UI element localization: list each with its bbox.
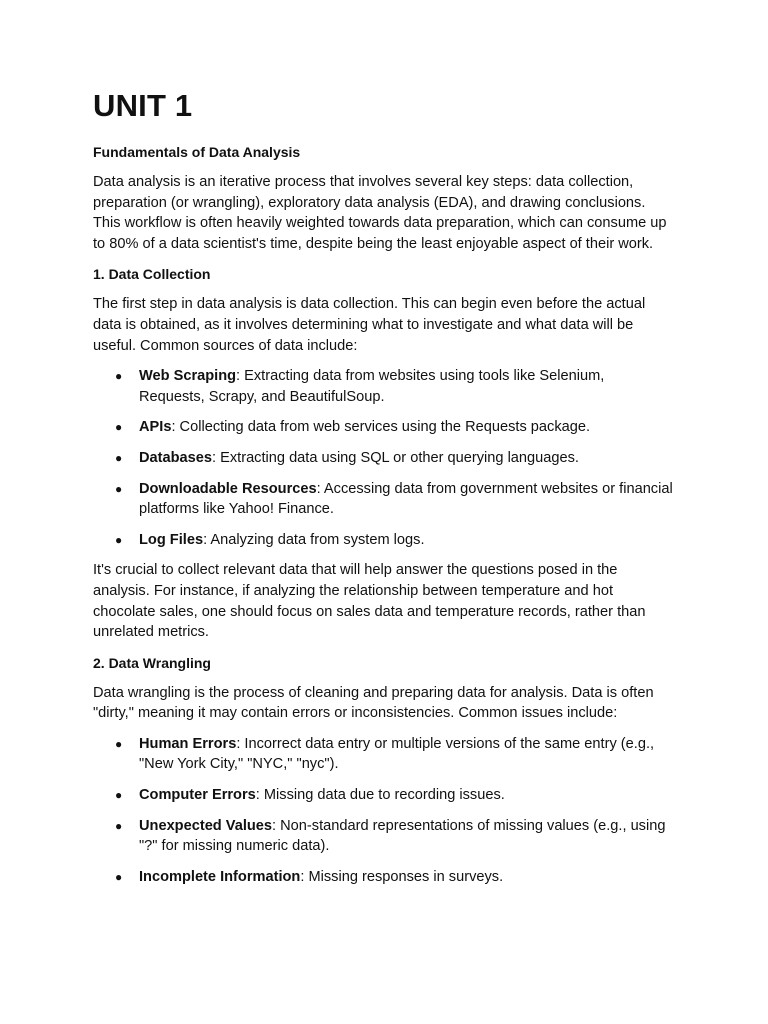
bullet-icon: ●: [115, 420, 123, 435]
section-closing-paragraph: It's crucial to collect relevant data that will help answer the questions posed in the analysis. For instance, if analyzing the relationship between temperature and hot chocolate sales, one should focus on sales data and temperature records, rather than unrelated metrics.: [93, 562, 646, 641]
list-item-term: Computer Errors: [139, 787, 256, 804]
list-item-text: : Non-standard representations of missing values (e.g., using "?" for missing numeric data).: [139, 817, 666, 855]
list-item: [93, 366, 673, 407]
list-item: [93, 734, 673, 775]
document-subtitle: Fundamentals of Data Analysis: [93, 144, 301, 160]
list-item: [93, 479, 673, 520]
list-item-term: Databases: [139, 449, 213, 466]
list-item-term: Unexpected Values: [139, 817, 273, 834]
section-paragraph: The first step in data analysis is data collection. This can begin even before the actual data is obtained, as it involves determining what to investigate and what data will be useful. Common sources of data include:: [93, 296, 646, 354]
bullet-icon: ●: [115, 532, 123, 547]
list-item-text: : Incorrect data entry or multiple versions of the same entry (e.g., "New York City," "NYC," "nyc").: [139, 735, 655, 773]
list-item-text: : Missing responses in surveys.: [300, 868, 504, 885]
list-item-text: : Extracting data from websites using tools like Selenium, Requests, Scrapy, and BeautifulSoup.: [139, 368, 605, 405]
document-page: [93, 88, 673, 897]
data-sources-list: [93, 366, 673, 550]
unit-title: UNIT 1: [93, 88, 193, 123]
list-item-term: APIs: [139, 419, 172, 436]
list-item-text: : Analyzing data from system logs.: [203, 531, 425, 548]
list-item-term: Human Errors: [139, 735, 237, 752]
list-item-text: : Missing data due to recording issues.: [255, 787, 505, 804]
section-heading-data-collection: 1. Data Collection: [93, 266, 211, 283]
list-item: [93, 785, 673, 806]
list-item: [93, 417, 673, 438]
bullet-icon: ●: [115, 736, 123, 751]
list-item-text: : Accessing data from government websites or financial platforms like Yahoo! Finance.: [139, 480, 673, 518]
bullet-icon: ●: [115, 869, 123, 884]
section-heading-data-wrangling: 2. Data Wrangling: [93, 654, 211, 671]
bullet-icon: ●: [115, 481, 123, 496]
list-item-term: Incomplete Information: [139, 868, 301, 885]
bullet-icon: ●: [115, 450, 123, 465]
bullet-icon: ●: [115, 818, 123, 833]
list-item-term: Downloadable Resources: [139, 480, 317, 497]
list-item: [93, 816, 673, 857]
bullet-icon: ●: [115, 369, 123, 384]
list-item-term: Log Files: [139, 531, 204, 548]
intro-paragraph: Data analysis is an iterative process that involves several key steps: data collection, preparation (or wrangling), exploratory data analysis (EDA), and drawing conclusions. This workflow is often heavily weighted towards data preparation, which can consume up to 80% of a data scientist's time, despite being the least enjoyable aspect of their work.: [93, 174, 667, 252]
list-item: [93, 530, 673, 551]
bullet-icon: ●: [115, 788, 123, 803]
list-item-text: : Collecting data from web services using the Requests package.: [171, 419, 591, 436]
list-item-text: : Extracting data using SQL or other querying languages.: [212, 449, 579, 466]
data-issues-list: [93, 734, 673, 888]
list-item-term: Web Scraping: [139, 368, 237, 385]
section-paragraph: Data wrangling is the process of cleaning and preparing data for analysis. Data is often "dirty," meaning it may contain errors or inconsistencies. Common issues include:: [93, 684, 654, 722]
list-item: [93, 867, 673, 888]
list-item: [93, 448, 673, 469]
